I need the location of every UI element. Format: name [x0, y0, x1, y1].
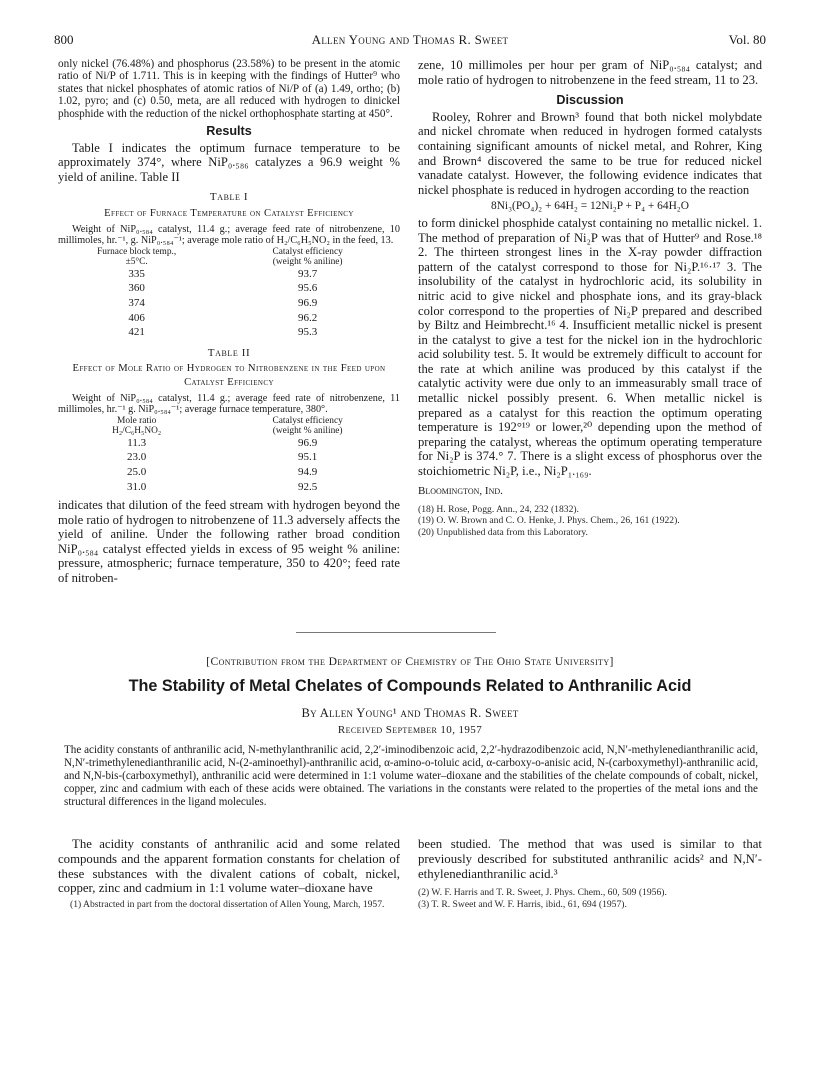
place-line: Bloomington, Ind. [418, 484, 503, 497]
footnotes-right [418, 887, 762, 909]
footnote: (19) O. W. Brown and C. O. Henke, J. Phys. Chem., 26, 161 (1922). [418, 515, 680, 527]
article-body-right: been studied. The method that was used is similar to that previously described for substituted anthranilic acids² and N,N′-ethylenedianthranilic acid.³ [418, 837, 762, 881]
volume-label: Vol. 80 [728, 32, 766, 47]
section-divider [296, 632, 496, 633]
table1-col1-header: Furnace block temp., ±5°C. [97, 246, 177, 267]
table-row: 360 95.6 [128, 282, 318, 295]
article-authors: By Allen Young¹ and Thomas R. Sweet [301, 706, 519, 720]
page-number: 800 [54, 32, 74, 47]
table-row: 421 95.3 [128, 326, 318, 339]
abstract: The acidity constants of anthranilic acid, N-methylanthranilic acid, 2,2′-iminodibenzoic acid, 2,2′-hydrazodibenzoic acid, N,N′-methylenedianthranilic acid, N,N′-trimethylenedianthranilic acid, N-(2-aminoethyl)-anthranilic acid, α-amino-o-toluic acid, α-carboxy-o-anisic acid, N-(carboxymethyl)-anthranilic acid, and N,N-bis-(carboxymethyl), anthranilic acid were determined in 1:1 volume water–dioxane and the stabilities of the chelate compounds of cobalt, nickel, copper, zinc and cadmium with each of these acids were obtained. The variations in the constants were related to the properties of the metal ions and the structural differences in the ligand molecules. [64, 744, 758, 808]
right-column [418, 58, 762, 538]
footnote: (20) Unpublished data from this Laboratory. [418, 526, 588, 538]
table2-label: Table II [207, 346, 251, 359]
table2-note: Weight of NiP₀.₅₈₄ catalyst, 11.4 g.; average feed rate of nitrobenzene, 11 millimoles, hr.⁻¹ g. NiP₀.₅₈₄⁻¹; average furnace temperature, 380°. [58, 392, 400, 416]
left-column [58, 58, 400, 586]
article-body-left: The acidity constants of anthranilic acid and some related compounds and the apparent formation constants for chelation of these substances with the divalent cations of cobalt, nickel, copper, zinc and cadmium in 1:1 volume water–dioxane have [58, 837, 400, 896]
table2-discussion-paragraph: indicates that dilution of the feed stream with hydrogen beyond the mole ratio of hydrogen to nitrobenzene of 11.3 adversely affects the yield of aniline. Under the following rather broad condition NiP₀.₅₈₄ catalyst effected yields in excess of 95 weight % aniline: pressure, atmospheric; furnace temperature, 350 to 420°; feed rate of nitroben- [58, 498, 400, 586]
table1-note: Weight of NiP₀.₅₈₄ catalyst, 11.4 g.; average feed rate of nitrobenzene, 10 millimoles, hr.⁻¹, g. NiP₀.₅₈₄⁻¹; average mole ratio of H₂/C₆H₅NO₂ in the feed, 13. [58, 223, 400, 247]
results-heading: Results [206, 124, 252, 139]
footnote: (18) H. Rose, Pogg. Ann., 24, 232 (1832). [418, 504, 579, 516]
results-paragraph: Table I indicates the optimum furnace temperature to be approximately 374°, where NiP₀.₅₈₆ catalyzes a 96.9 weight % yield of aniline. Table II [58, 140, 400, 184]
table1-col2-header: Catalyst efficiency (weight % aniline) [272, 246, 343, 267]
table-row: 406 96.2 [128, 311, 318, 324]
reaction-equation: 8Ni₃(PO₄)₂ + 64H₂ = 12Ni₂P + P₄ + 64H₂O [491, 200, 689, 213]
table2-caption: Effect of Mole Ratio of Hydrogen to Nitrobenzene in the Feed upon Catalyst Efficiency [72, 363, 386, 388]
table2-col2-header: Catalyst efficiency (weight % aniline) [272, 415, 343, 436]
footnote: (3) T. R. Sweet and W. F. Harris, ibid., 61, 694 (1957). [418, 898, 627, 910]
running-title: Allen Young and Thomas R. Sweet [311, 32, 509, 47]
contribution-line: [Contribution from the Department of Chemistry of The Ohio State University] [206, 655, 614, 668]
continued-paragraph: zene, 10 millimoles per hour per gram of NiP₀.₅₈₄ catalyst; and mole ratio of hydrogen to nitrobenzene in the feed stream, 11 to 23. [418, 58, 762, 87]
article-right-column [418, 837, 762, 910]
table2 [58, 416, 400, 494]
footnote: (1) Abstracted in part from the doctoral dissertation of Allen Young, March, 1957. [70, 899, 385, 911]
received-date: Received September 10, 1957 [337, 724, 483, 736]
table-row: 374 96.9 [128, 296, 318, 309]
article-title: The Stability of Metal Chelates of Compounds Related to Anthranilic Acid [128, 677, 692, 695]
table-row: 23.0 95.1 [127, 451, 318, 464]
discussion-heading: Discussion [556, 93, 624, 108]
table-row: 25.0 94.9 [127, 465, 318, 478]
intro-paragraph: only nickel (76.48%) and phosphorus (23.58%) to be present in the atomic ratio of Ni/P of 1.711. This is in keeping with the findings of Hutter⁹ who states that nickel phosphates of atomic ratios of Ni/P of (a) 1.49, ortho; (b) 1.02, pyro; and (c) 0.50, meta, are all reduced with hydrogen to dinickel phosphide with the reduction of the nickel orthophosphate starting at 450°. [58, 58, 400, 120]
table-row: 11.3 96.9 [127, 436, 318, 449]
article-left-column [58, 837, 400, 910]
table2-col1-header: Mole ratio H₂/C₆H₅NO₂ [112, 415, 162, 436]
table-row: 335 93.7 [128, 267, 318, 280]
evidence-paragraph: to form dinickel phosphide catalyst containing no metallic nickel. 1. The method of preparation of Ni₂P was that of Hutter⁹ and Rose.¹⁸ 2. The thirteen strongest lines in the X-ray powder diffraction pattern of the catalyst correspond to those for Ni₂P.¹⁶·¹⁷ 3. The insolubility of the catalyst in hydrochloric acid, its solubility in nitric acid to give nickel and phosphate ions, and its gray-black color correspond to the properties of Ni₂P prepared and described by Biltz and Heimbrecht.¹⁶ 4. Insufficient metallic nickel is present in the catalyst to give a test for the nickel ion in the hydrochloric acid solubility test. 5. It would be extremely difficult to account for the rate at which aniline was produced by this catalyst if the catalytic activity were due only to an immeasurably small trace of metallic nickel possibly present. 6. When metallic nickel is prepared as a catalyst for this reaction the optimum operating temperature is 192°¹⁹ or lower,²⁰ depending upon the method of preparing the catalyst, whereas the optimum operating temperature for Ni₂P is 374.° 7. There is a slight excess of phosphorus over the stoichiometric Ni₂P, i.e., Ni₂P₁.₁₆₉. [418, 215, 762, 479]
table1-caption: Effect of Furnace Temperature on Catalyst Efficiency [104, 208, 354, 219]
table-row: 31.0 92.5 [127, 480, 318, 493]
footnotes [418, 504, 762, 538]
footnote: (2) W. F. Harris and T. R. Sweet, J. Phys. Chem., 60, 509 (1956). [418, 887, 667, 899]
table1-label: Table I [209, 191, 249, 204]
discussion-paragraph: Rooley, Rohrer and Brown³ found that both nickel molybdate and nickel chromate when reduced in hydrogen formed catalysts containing significant amounts of nickel metal, and Rohrer, King and Brown⁴ discovered the same to be true for reduced nickel vanadate catalyst. However, the following evidence indicates that nickel phosphate is reduced in hydrogen according to the reaction [418, 109, 762, 197]
table1 [58, 247, 400, 340]
running-header [54, 32, 766, 48]
